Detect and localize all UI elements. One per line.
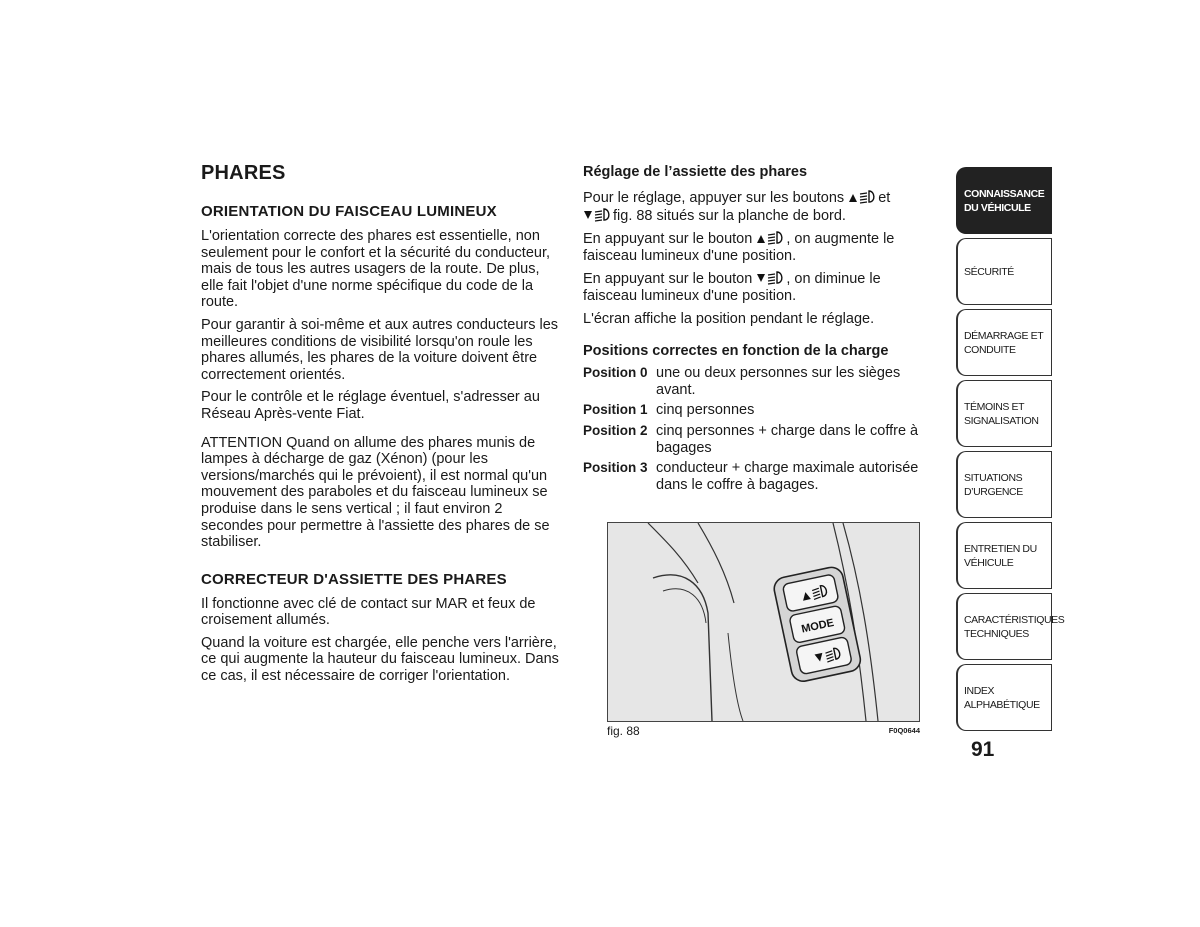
page-title: PHARES bbox=[201, 162, 286, 184]
left-column bbox=[201, 160, 563, 691]
paragraph: L'orientation correcte des phares est essentielle, non seulement pour le confort et la sécurité du conducteur, mais de tous les autres usagers de la route. De plus, elle fait l'objet d'une norme spécifique du code de la route. bbox=[201, 228, 551, 311]
positions-list bbox=[583, 365, 923, 493]
list-item: Position 1 cinq personnes bbox=[583, 402, 755, 419]
subheading-reglage: Réglage de l’assiette des phares bbox=[583, 164, 808, 180]
paragraph: Quand la voiture est chargée, elle penche vers l'arrière, ce qui augmente la hauteur du faisceau lumineux. Dans ce cas, il est nécessaire de corriger l'orientation. bbox=[201, 634, 559, 685]
figure-caption bbox=[607, 724, 920, 738]
subheading-positions: Positions correctes en fonction de la charge bbox=[583, 343, 889, 360]
page-number: 91 bbox=[971, 738, 995, 761]
section-heading-orientation: ORIENTATION DU FAISCEAU LUMINEUX bbox=[201, 203, 497, 220]
paragraph: Pour le contrôle et le réglage éventuel, s'adresser au Réseau Après-vente Fiat. bbox=[201, 389, 540, 422]
tab-index-alphabetique[interactable]: INDEX ALPHABÉTIQUE bbox=[956, 664, 1052, 731]
tab-entretien-du-vehicule[interactable]: ENTRETIEN DU VÉHICULE bbox=[956, 522, 1052, 589]
paragraph: L'écran affiche la position pendant le réglage. bbox=[583, 310, 875, 327]
dashboard-illustration bbox=[608, 523, 919, 721]
tab-securite[interactable]: SÉCURITÉ bbox=[956, 238, 1052, 305]
headlight-down-icon bbox=[583, 207, 613, 222]
figure-code: F0Q0644 bbox=[888, 726, 920, 735]
right-column bbox=[583, 160, 923, 497]
paragraph: Il fonctionne avec clé de contact sur MAR et feux de croisement allumés. bbox=[201, 595, 536, 629]
list-item: Position 3 conducteur + charge maximale autorisée dans le coffre à bagages. bbox=[583, 460, 919, 493]
figure-dashboard-buttons bbox=[607, 522, 920, 722]
paragraph: Pour garantir à soi-même et aux autres conducteurs les meilleures conditions de visibilité lorsqu'on roule les phares allumés, les phares de la voiture doivent être correctement orientés. bbox=[201, 316, 559, 383]
tab-temoins-et-signalisation[interactable]: TÉMOINS ET SIGNALISATION bbox=[956, 380, 1052, 447]
paragraph: Pour le réglage, appuyer sur les boutons et fig. 88 situés sur la planche de bord. bbox=[583, 190, 891, 224]
mode-button-label: MODE bbox=[800, 616, 836, 636]
list-item: Position 2 cinq personnes + charge dans le coffre à bagages bbox=[583, 422, 919, 456]
paragraph: En appuyant sur le bouton , on diminue le faisceau lumineux d'une position. bbox=[583, 271, 881, 304]
paragraph: En appuyant sur le bouton , on augmente le faisceau lumineux d'une position. bbox=[583, 231, 895, 264]
tab-situations-d-urgence[interactable]: SITUATIONS D’URGENCE bbox=[956, 451, 1052, 518]
tab-demarrage-et-conduite[interactable]: DÉMARRAGE ET CONDUITE bbox=[956, 309, 1052, 376]
chapter-tabs bbox=[956, 167, 1065, 735]
list-item: Position 0 une ou deux personnes sur les sièges avant. bbox=[583, 365, 901, 398]
headlight-up-icon bbox=[848, 189, 878, 204]
tab-caracteristiques-techniques[interactable]: CARACTÉRISTIQUES TECHNIQUES bbox=[956, 593, 1052, 660]
figure-label: fig. 88 bbox=[607, 724, 640, 738]
headlight-down-icon bbox=[756, 270, 786, 285]
tab-connaissance-du-vehicule[interactable]: CONNAISSANCE DU VÉHICULE bbox=[956, 167, 1052, 234]
headlight-up-icon bbox=[756, 230, 786, 245]
section-heading-correcteur: CORRECTEUR D'ASSIETTE DES PHARES bbox=[201, 570, 507, 588]
warning-paragraph: ATTENTION Quand on allume des phares munis de lampes à décharge de gaz (Xénon) (pour les versions/marchés qui le prévoient), il est normal qu'un mouvement des paraboles et du faisceau lumineux se produise dans le sens vertical ; il faut environ 2 secondes pour permettre à l'assiette des phares de se stabiliser. bbox=[201, 434, 550, 551]
